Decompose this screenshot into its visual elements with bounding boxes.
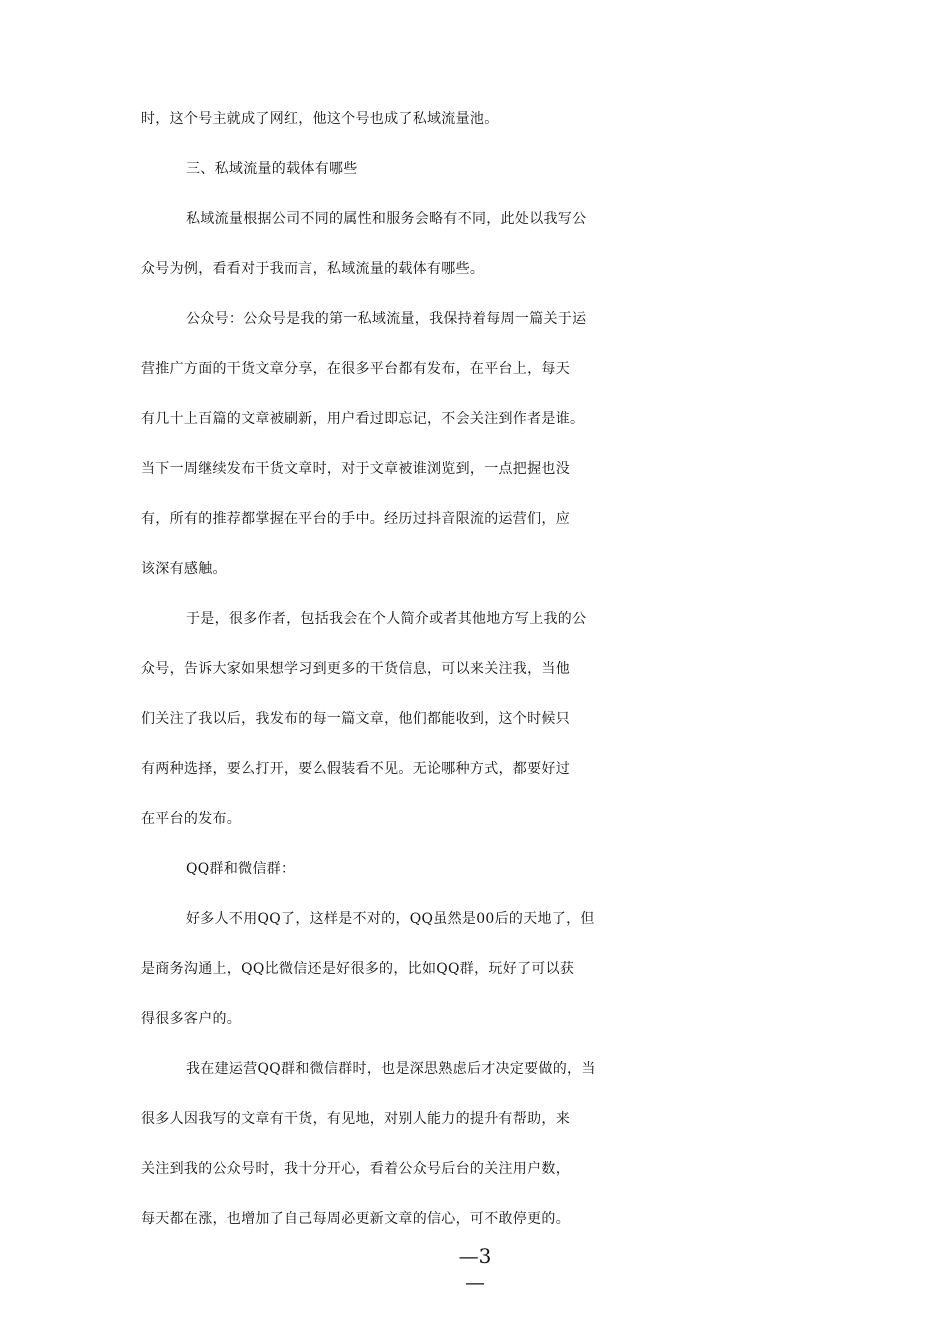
paragraph-line: 当下一周继续发布干货文章时，对于文章被谁浏览到，一点把握也没 [141,461,570,477]
paragraph-line: 我在建运营QQ群和微信群时，也是深思熟虑后才决定要做的，当 [186,1061,596,1077]
page-number: —3 [458,1244,492,1268]
subheading: QQ群和微信群： [186,861,296,877]
page-number-dash: — [465,1270,485,1294]
paragraph-line: 在平台的发布。 [141,811,242,827]
paragraph-line: 有两种选择，要么打开，要么假装看不见。无论哪种方式，都要好过 [141,761,570,777]
paragraph-line: 每天都在涨，也增加了自己每周必更新文章的信心，可不敢停更的。 [141,1211,570,1227]
paragraph-line: 得很多客户的。 [141,1011,242,1027]
paragraph-line: 于是，很多作者，包括我会在个人简介或者其他地方写上我的公 [186,611,587,627]
paragraph-line: 营推广方面的干货文章分享，在很多平台都有发布，在平台上，每天 [141,361,570,377]
paragraph-line: 是商务沟通上，QQ比微信还是好很多的，比如QQ群，玩好了可以获 [141,961,575,977]
paragraph-line: 有几十上百篇的文章被刷新，用户看过即忘记，不会关注到作者是谁。 [141,411,585,427]
paragraph-line: 私域流量根据公司不同的属性和服务会略有不同，此处以我写公 [186,211,587,227]
paragraph-line: 该深有感触。 [141,561,227,577]
paragraph-line: 关注到我的公众号时，我十分开心，看着公众号后台的关注用户数， [141,1161,570,1177]
paragraph-line: 公众号：公众号是我的第一私域流量，我保持着每周一篇关于运 [186,311,587,327]
section-heading: 三、私域流量的载体有哪些 [186,161,358,177]
paragraph-line: 好多人不用QQ了，这样是不对的，QQ虽然是00后的天地了，但 [186,911,595,927]
paragraph-line: 众号，告诉大家如果想学习到更多的干货信息，可以来关注我，当他 [141,661,570,677]
paragraph-line: 们关注了我以后，我发布的每一篇文章，他们都能收到，这个时候只 [141,711,570,727]
paragraph-line: 很多人因我写的文章有干货，有见地，对别人能力的提升有帮助，来 [141,1111,570,1127]
paragraph-line: 有，所有的推荐都掌握在平台的手中。经历过抖音限流的运营们，应 [141,511,570,527]
paragraph-line: 时，这个号主就成了网红，他这个号也成了私域流量池。 [141,111,499,127]
paragraph-line: 众号为例，看看对于我而言，私域流量的载体有哪些。 [141,261,485,277]
